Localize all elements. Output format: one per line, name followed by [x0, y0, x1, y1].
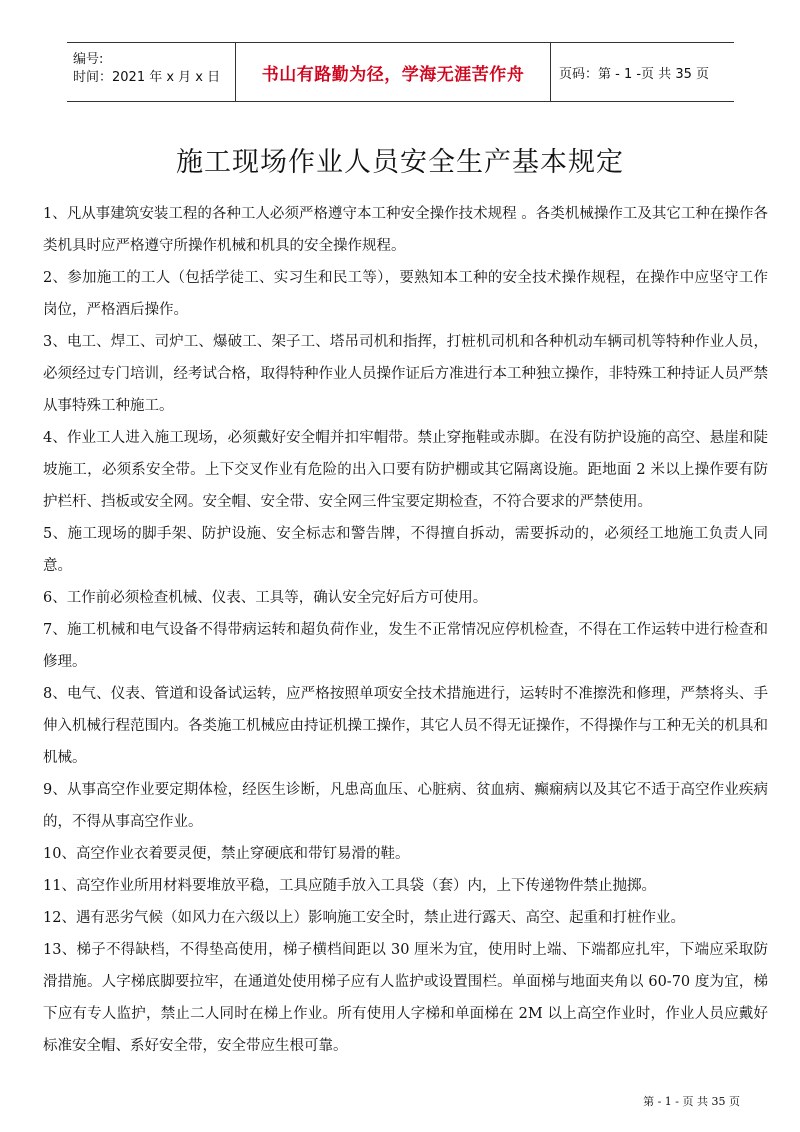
regulation-item-7: 7、施工机械和电气设备不得带病运转和超负荷作业，发生不正常情况应停机检查，不得在工作运转中进行检查和修理。 [43, 622, 768, 670]
page-footer: 第 - 1 - 页 共 35 页 [643, 1095, 740, 1108]
regulation-list [43, 198, 768, 1062]
regulation-item-3: 3、电工、焊工、司炉工、爆破工、架子工、塔吊司机和指挥，打桩机司机和各种机动车辆司机等特种作业人员，必须经过专门培训，经考试合格，取得特种作业人员操作证后方准进行本工种独立操作，非特殊工种持证人员严禁从事特殊工种施工。 [43, 334, 768, 414]
header-meta [67, 43, 235, 101]
regulation-item-11: 11、高空作业所用材料要堆放平稳，工具应随手放入工具袋（套）内，上下传递物件禁止抛掷。 [43, 878, 656, 894]
regulation-item-4: 4、作业工人进入施工现场，必须戴好安全帽并扣牢帽带。禁止穿拖鞋或赤脚。在没有防护设施的高空、悬崖和陡坡施工，必须系安全带。上下交叉作业有危险的出入口要有防护棚或其它隔离设施。距地面 2 米以上操作要有防护栏杆、挡板或安全网。安全帽、安全带、安全网三件宝要定期检查，不符合要求的严禁使用。 [43, 430, 768, 510]
regulation-item-1: 1、凡从事建筑安装工程的各种工人必须严格遵守本工种安全操作技术规程 。各类机械操作工及其它工种在操作各类机具时应严格遵守所操作机械和机具的安全操作规程。 [43, 206, 768, 254]
motto: 书山有路勤为径，学海无涯苦作舟 [261, 64, 525, 85]
regulation-item-6: 6、工作前必须检查机械、仪表、工具等，确认安全完好后方可使用。 [43, 590, 488, 606]
page-info: 页码：第 - 1 -页 共 35 页 [559, 66, 709, 82]
header-page-info [551, 43, 734, 101]
header-motto-cell [235, 43, 551, 101]
regulation-item-9: 9、从事高空作业要定期体检，经医生诊断，凡患高血压、心脏病、贫血病、癫痫病以及其它不适于高空作业疾病的，不得从事高空作业。 [43, 782, 768, 830]
regulation-item-2: 2、参加施工的工人（包括学徒工、实习生和民工等），要熟知本工种的安全技术操作规程，在操作中应坚守工作岗位，严格酒后操作。 [43, 270, 768, 318]
document-number-label: 编号: [73, 52, 104, 67]
regulation-item-8: 8、电气、仪表、管道和设备试运转，应严格按照单项安全技术措施进行，运转时不准擦洗和修理，严禁将头、手伸入机械行程范围内。各类施工机械应由持证机操工操作，其它人员不得无证操作，不得操作与工种无关的机具和机械。 [43, 686, 768, 766]
regulation-item-10: 10、高空作业衣着要灵便，禁止穿硬底和带钉易滑的鞋。 [43, 846, 410, 862]
regulation-item-5: 5、施工现场的脚手架、防护设施、安全标志和警告牌，不得擅自拆动，需要拆动的，必须经工地施工负责人同意。 [43, 526, 768, 574]
page-header [67, 42, 734, 102]
document-time: 时间：2021 年 x 月 x 日 [73, 70, 221, 85]
page-title: 施工现场作业人员安全生产基本规定 [176, 147, 624, 178]
regulation-item-13: 13、梯子不得缺档，不得垫高使用，梯子横档间距以 30 厘米为宜，使用时上端、下端都应扎牢，下端应采取防滑措施。人字梯底脚要拉牢，在通道处使用梯子应有人监护或设置围栏。单面梯与地面夹角以 60-70 度为宜，梯下应有专人监护，禁止二人同时在梯上作业。所有使用人字梯和单面梯在 2M 以上高空作业时，作业人员应戴好标准安全帽、系好安全带，安全带应生根可靠。 [43, 942, 768, 1054]
regulation-item-12: 12、遇有恶劣气候（如风力在六级以上）影响施工安全时，禁止进行露天、高空、起重和打桩作业。 [43, 910, 685, 926]
